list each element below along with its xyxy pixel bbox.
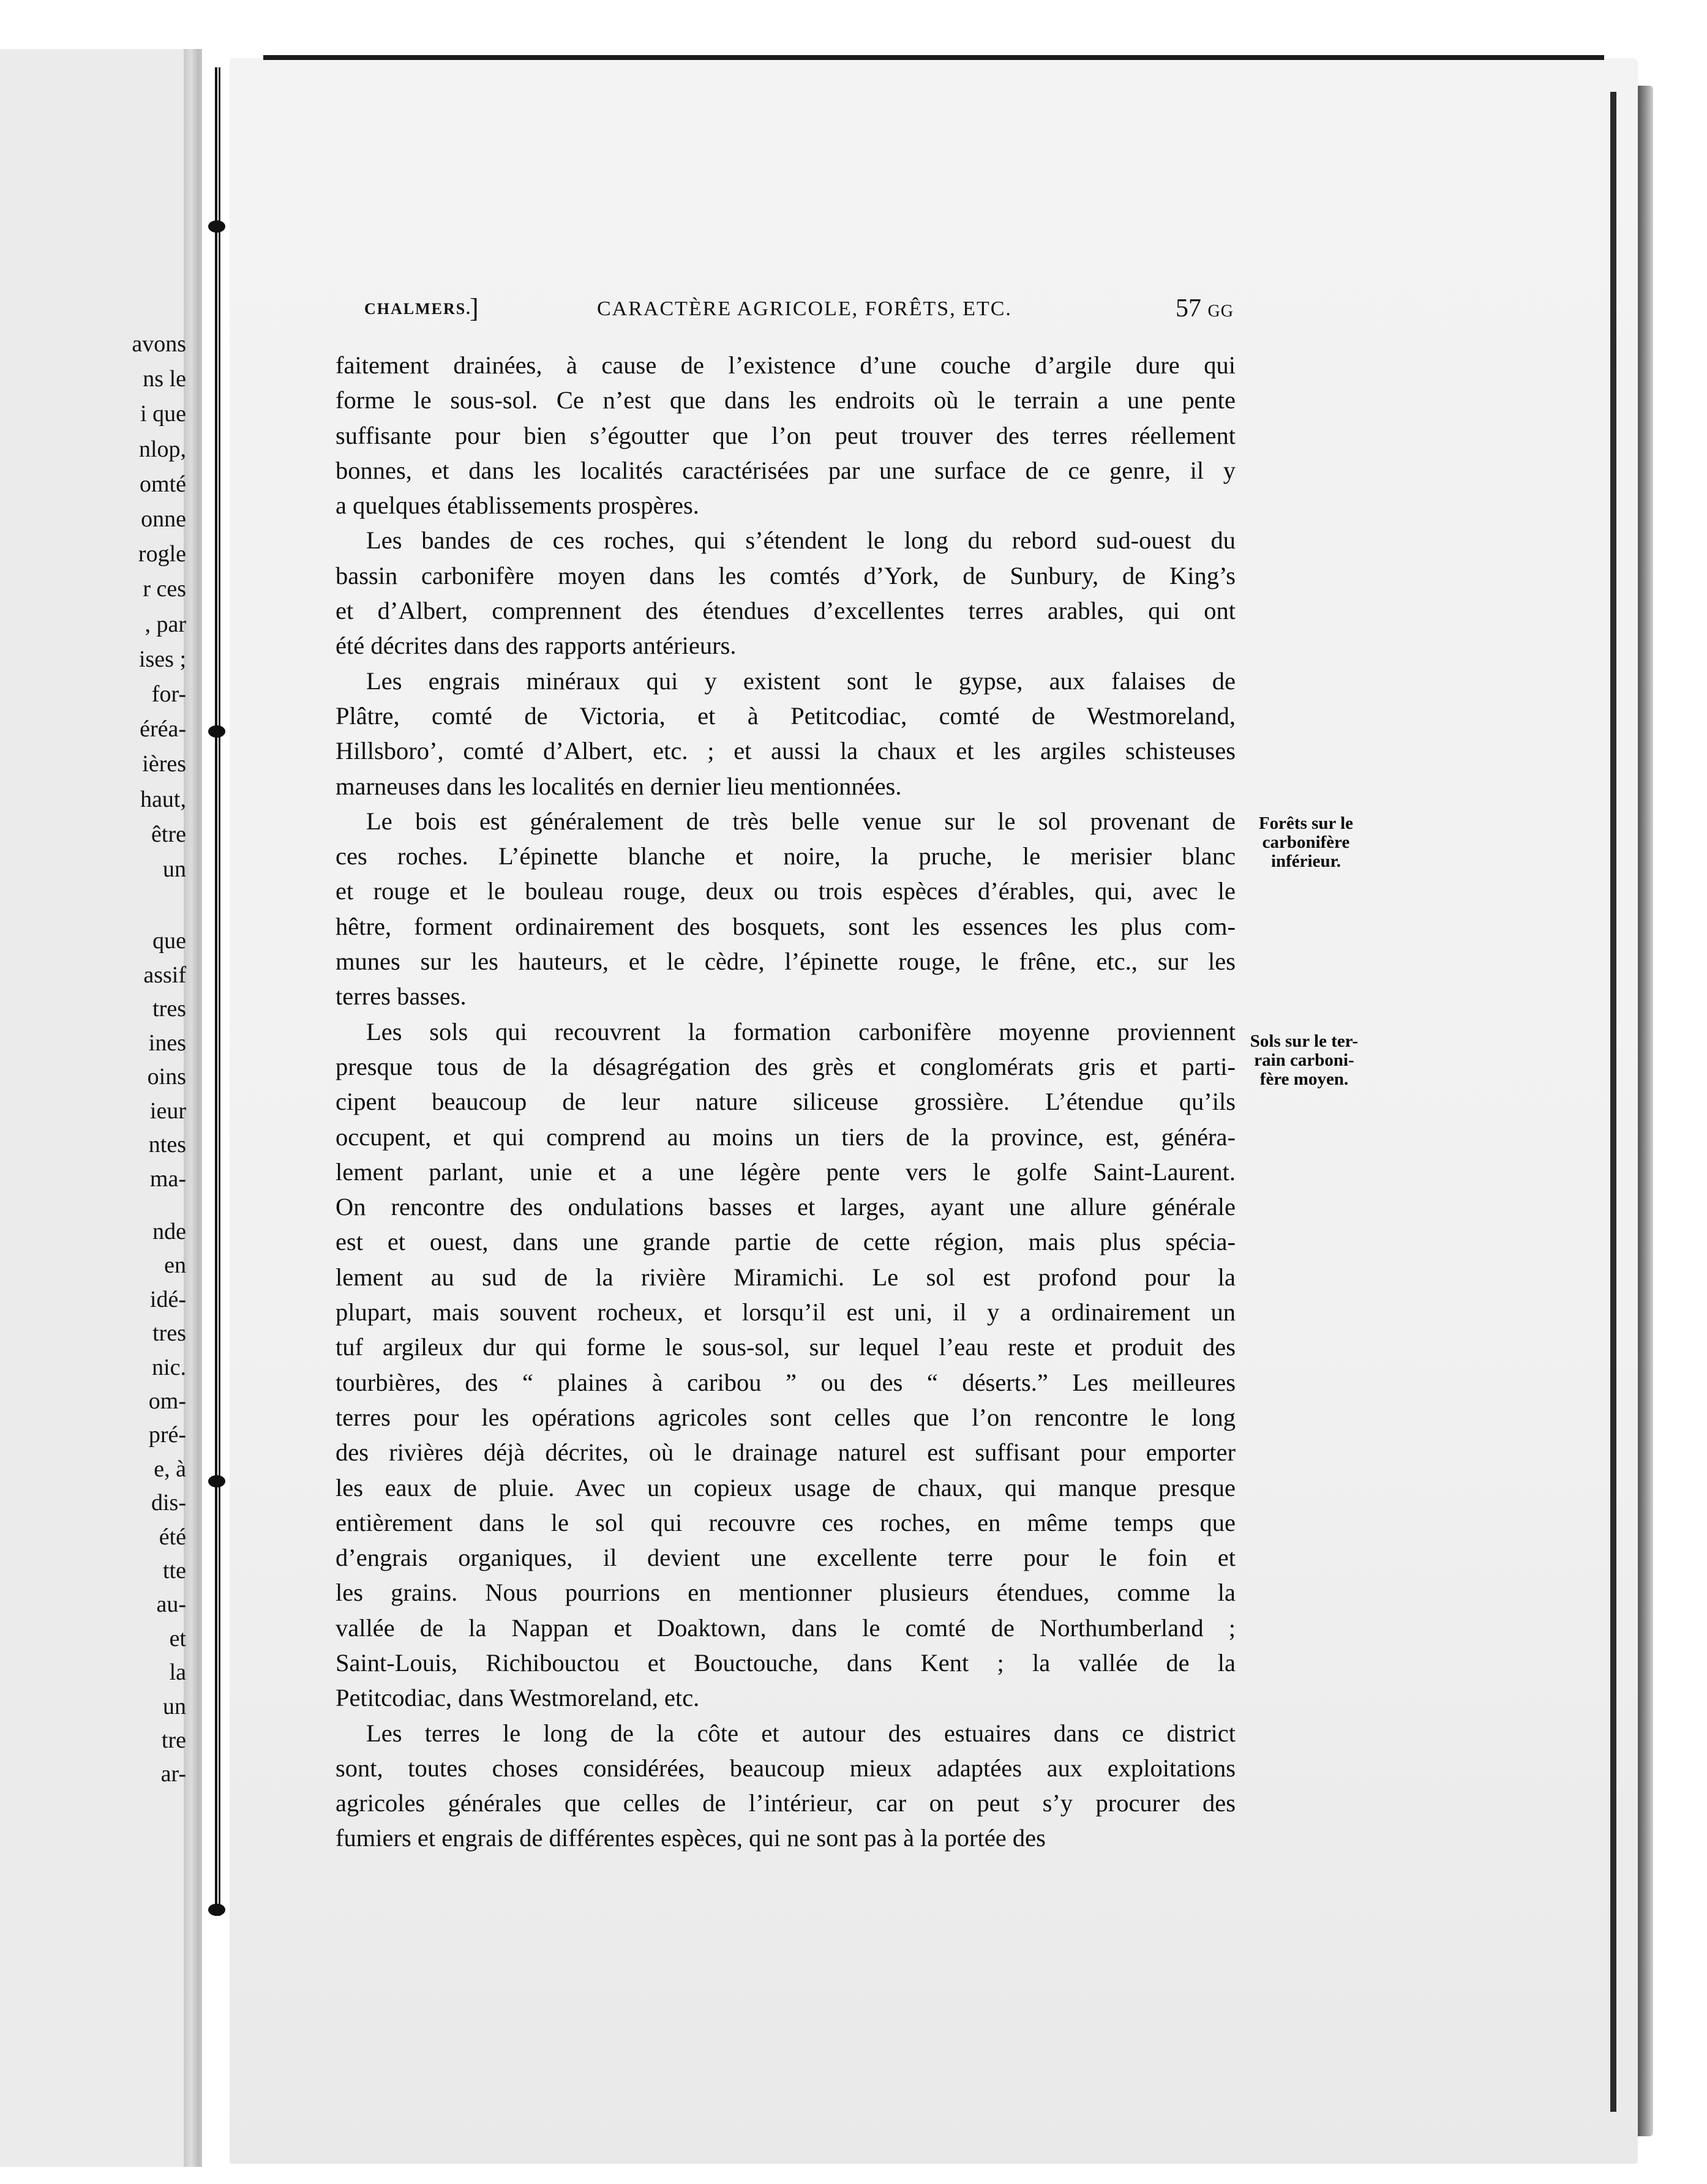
binding-line — [215, 67, 217, 1916]
margin-note-line: carbonifère — [1262, 832, 1350, 852]
left-page-fragment: tres — [152, 996, 186, 1022]
left-page-fragment: , par — [144, 611, 186, 637]
left-page-fragment: idé- — [149, 1286, 186, 1312]
left-page-fragment: un — [163, 1693, 186, 1719]
page-top-edge — [263, 55, 1604, 60]
left-page-fragment: en — [164, 1252, 186, 1279]
binding-knot — [208, 1904, 225, 1916]
paragraph — [336, 664, 1236, 804]
text-line: cipent beaucoup de leur nature siliceuse grossière. L’étendue qu’ils — [336, 1088, 1236, 1116]
text-line: bonnes, et dans les localités caractérisées par une surface de ce genre, il y — [336, 456, 1236, 484]
text-line: été décrites dans des rapports antérieurs. — [336, 632, 737, 660]
left-page-fragment: rogle — [138, 541, 186, 567]
left-page-fragment: tte — [163, 1558, 186, 1584]
running-head-bracket: ] — [470, 293, 479, 323]
left-page-fragment: au- — [156, 1591, 186, 1618]
left-page-fragment: ma- — [149, 1165, 186, 1192]
left-page-fragment: pré- — [148, 1422, 186, 1448]
left-page-fragment: omté — [140, 471, 186, 497]
margin-note-line: rain carboni- — [1254, 1050, 1354, 1070]
running-head-title: CARACTÈRE AGRICOLE, FORÊTS, ETC. — [597, 297, 1012, 320]
text-line: presque tous de la désagrégation des grès et conglomérats gris et parti- — [336, 1052, 1236, 1080]
text-line: fumiers et engrais de différentes espèces, qui ne sont pas à la portée des — [336, 1824, 1046, 1852]
left-page-fragment: e, à — [154, 1456, 186, 1482]
text-line: est et ouest, dans une grande partie de cette région, mais plus spécia- — [336, 1228, 1236, 1256]
left-page-fragment: éréa- — [140, 716, 186, 742]
text-line: munes sur les hauteurs, et le cèdre, l’épinette rouge, le frêne, etc., sur les — [336, 948, 1236, 976]
left-page-fragment: i que — [140, 401, 186, 427]
left-page-fragment: avons — [132, 331, 186, 357]
left-page-fragment: nlop, — [138, 436, 186, 462]
text-line: marneuses dans les localités en dernier lieu mentionnées. — [336, 772, 902, 800]
text-line: sont, toutes choses considérées, beaucoup mieux adaptées aux exploitations — [336, 1754, 1236, 1782]
left-page-fragment: été — [159, 1524, 186, 1550]
paragraph — [336, 1014, 1236, 1716]
text-line: Les sols qui recouvrent la formation carbonifère moyenne proviennent — [366, 1017, 1236, 1045]
text-line: les grains. Nous pourrions en mentionner plusieurs étendues, comme la — [336, 1579, 1236, 1607]
left-page-fragment: ar- — [160, 1761, 186, 1787]
left-page-fragment: dis- — [151, 1490, 186, 1516]
page-number-value: 57 — [1176, 294, 1201, 323]
left-page-fragment: haut, — [140, 786, 186, 812]
text-line: plupart, mais souvent rocheux, et lorsqu’il est uni, il y a ordinairement un — [336, 1298, 1236, 1326]
margin-note-line: Forêts sur le — [1258, 813, 1354, 833]
text-line: terres basses. — [336, 982, 467, 1011]
page-number-suffix: GG — [1207, 302, 1234, 321]
left-page-fragment: nic. — [152, 1354, 186, 1380]
running-head-author: CHALMERS. — [364, 300, 471, 318]
binding-knot — [208, 220, 225, 233]
text-line: Plâtre, comté de Victoria, et à Petitcodiac, comté de Westmoreland, — [336, 701, 1236, 730]
left-page-fragment: onne — [141, 506, 186, 532]
text-line: forme le sous-sol. Ce n’est que dans les endroits où le terrain a une pente — [336, 386, 1236, 414]
text-line: Petitcodiac, dans Westmoreland, etc. — [336, 1684, 700, 1712]
binding-thread — [213, 67, 222, 1916]
left-page-fragment: tre — [161, 1727, 186, 1753]
paragraph — [336, 523, 1236, 663]
left-page-fragment: être — [151, 821, 186, 847]
margin-note-forets — [1236, 814, 1376, 871]
left-page-fragment: ieur — [149, 1098, 186, 1124]
left-page-fragment: ines — [148, 1030, 186, 1056]
left-page-fragment: la — [169, 1659, 186, 1686]
margin-note-line: inférieur. — [1270, 851, 1341, 871]
text-line: vallée de la Nappan et Doaktown, dans le comté de Northumberland ; — [336, 1614, 1236, 1642]
left-page-fragment: un — [163, 856, 186, 882]
text-line: Les engrais minéraux qui y existent sont le gypse, aux falaises de — [366, 667, 1236, 695]
text-line: Hillsboro’, comté d’Albert, etc. ; et aussi la chaux et les argiles schisteuses — [336, 737, 1236, 765]
text-line: tourbières, des “ plaines à caribou ” ou des “ déserts.” Les meilleures — [336, 1368, 1236, 1396]
left-page-fragment: assif — [143, 962, 186, 988]
margin-note-line: Sols sur le ter- — [1250, 1031, 1359, 1051]
text-line: lement au sud de la rivière Miramichi. Le sol est profond pour la — [336, 1263, 1236, 1291]
margin-note-line: fère moyen. — [1259, 1069, 1349, 1089]
binding-knot — [208, 1475, 225, 1487]
paragraph — [336, 804, 1236, 1014]
margin-note-sols — [1234, 1032, 1375, 1089]
text-line: a quelques établissements prospères. — [336, 492, 699, 520]
paragraph — [336, 1716, 1236, 1856]
text-line: entièrement dans le sol qui recouvre ces roches, en même temps que — [336, 1508, 1236, 1536]
text-line: Le bois est généralement de très belle venue sur le sol provenant de — [366, 807, 1236, 835]
text-line: Saint-Louis, Richibouctou et Bouctouche, dans Kent ; la vallée de la — [336, 1648, 1236, 1677]
text-line: ces roches. L’épinette blanche et noire, la pruche, le merisier blanc — [336, 842, 1236, 870]
text-line: agricoles générales que celles de l’intérieur, car on peut s’y procurer des — [336, 1789, 1236, 1817]
paragraph — [336, 348, 1236, 523]
left-page-fragment: r ces — [143, 576, 186, 602]
text-line: faitement drainées, à cause de l’existence d’une couche d’argile dure qui — [336, 351, 1236, 379]
binding-knot — [208, 725, 225, 738]
left-page-fragment: ntes — [148, 1132, 186, 1157]
text-line: Les terres le long de la côte et autour des estuaires dans ce district — [366, 1719, 1236, 1747]
text-line: tuf argileux dur qui forme le sous-sol, sur lequel l’eau reste et produit des — [336, 1333, 1236, 1361]
left-page-fragment: tres — [152, 1320, 186, 1347]
left-page-fragment: ières — [142, 751, 186, 777]
text-line: terres pour les opérations agricoles sont celles que l’on rencontre le long — [336, 1403, 1236, 1431]
text-line: d’engrais organiques, il devient une excellente terre pour le foin et — [336, 1544, 1236, 1572]
binding-line — [219, 67, 220, 1916]
text-line: des rivières déjà décrites, où le drainage naturel est suffisant pour emporter — [336, 1438, 1236, 1467]
body-text — [336, 348, 1236, 1856]
left-page-fragment: ns le — [143, 366, 186, 392]
text-line: et rouge et le bouleau rouge, deux ou trois espèces d’érables, qui, avec le — [336, 877, 1236, 905]
left-page-fragment: om- — [148, 1388, 186, 1414]
text-line: Les bandes de ces roches, qui s’étendent le long du rebord sud-ouest du — [366, 526, 1236, 555]
text-line: suffisante pour bien s’égoutter que l’on peut trouver des terres réellement — [336, 421, 1236, 449]
left-page-fragment: et — [169, 1625, 186, 1651]
left-page-edge — [184, 49, 202, 2167]
left-page-fragment: que — [152, 928, 186, 954]
page-number — [1176, 294, 1234, 323]
text-line: les eaux de pluie. Avec un copieux usage de chaux, qui manque presque — [336, 1473, 1236, 1502]
left-page-fragment: nde — [152, 1219, 186, 1244]
text-line: bassin carbonifère moyen dans les comtés d’York, de Sunbury, de King’s — [336, 561, 1236, 589]
running-head — [364, 295, 1246, 326]
text-line: lement parlant, unie et a une légère pente vers le golfe Saint-Laurent. — [336, 1157, 1236, 1186]
text-line: On rencontre des ondulations basses et larges, ayant une allure générale — [336, 1193, 1236, 1221]
text-line: occupent, et qui comprend au moins un tiers de la province, est, généra- — [336, 1123, 1236, 1151]
left-page-fragment: ises ; — [138, 646, 186, 672]
left-facing-page — [0, 49, 202, 2167]
text-line: hêtre, forment ordinairement des bosquets, sont les essences les plus com- — [336, 912, 1236, 940]
page-right-edge — [1610, 92, 1616, 2112]
left-page-fragment: oins — [147, 1064, 186, 1090]
left-page-fragment: for- — [151, 681, 186, 707]
text-line: et d’Albert, comprennent des étendues d’excellentes terres arables, qui ont — [336, 597, 1236, 625]
